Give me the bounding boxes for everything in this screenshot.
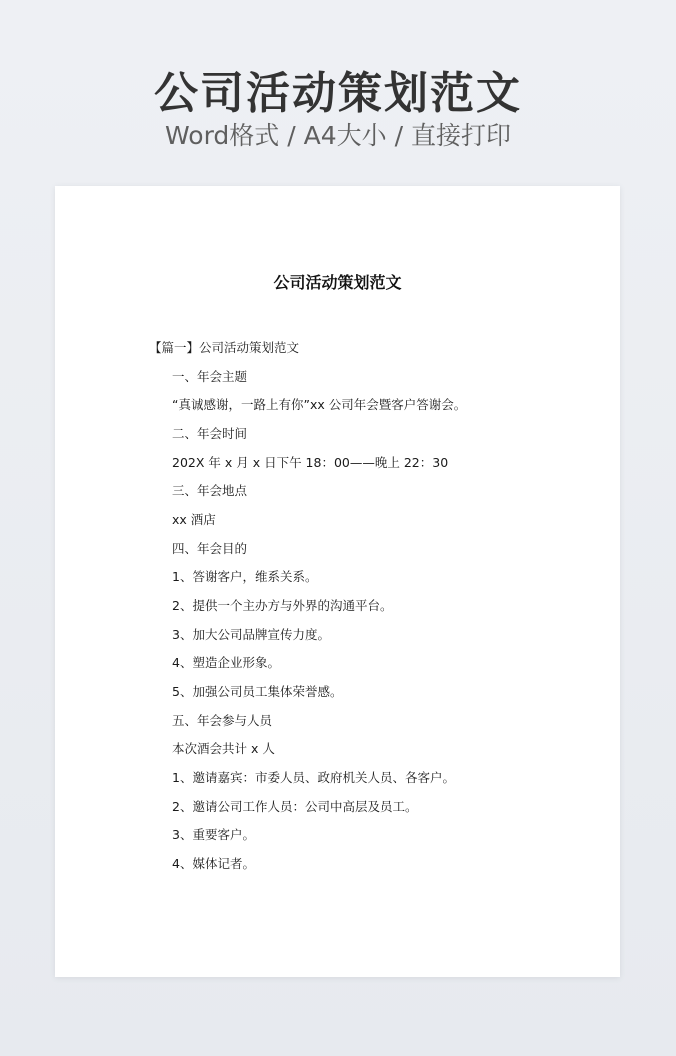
list-item: 2、提供一个主办方与外界的沟通平台。	[172, 598, 393, 613]
list-item: 4、媒体记者。	[172, 856, 255, 871]
paragraph: “真诚感谢，一路上有你”xx 公司年会暨客户答谢会。	[172, 397, 467, 412]
section-heading: 四、年会目的	[172, 541, 248, 556]
list-item: 1、答谢客户，维系关系。	[172, 569, 318, 584]
document-title: 公司活动策划范文	[273, 273, 402, 292]
section-heading: 五、年会参与人员	[172, 713, 273, 728]
document-page	[55, 186, 620, 977]
list-item: 5、加强公司员工集体荣誉感。	[172, 684, 343, 699]
list-item: 1、邀请嘉宾：市委人员、政府机关人员、各客户。	[172, 770, 455, 785]
list-item: 3、重要客户。	[172, 827, 255, 842]
banner-subtitle: Word格式 / A4大小 / 直接打印	[165, 121, 511, 150]
section-heading: 一、年会主题	[172, 369, 248, 384]
document-heading: 【篇一】公司活动策划范文	[149, 340, 300, 355]
list-item: 3、加大公司品牌宣传力度。	[172, 627, 330, 642]
section-heading: 三、年会地点	[172, 483, 248, 498]
list-item: 4、塑造企业形象。	[172, 655, 280, 670]
list-item: 2、邀请公司工作人员：公司中高层及员工。	[172, 799, 418, 814]
paragraph: xx 酒店	[172, 512, 216, 527]
paragraph: 本次酒会共计 x 人	[172, 741, 275, 756]
section-heading: 二、年会时间	[172, 426, 248, 441]
paragraph: 202X 年 x 月 x 日下午 18：00——晚上 22：30	[172, 455, 449, 470]
banner-title: 公司活动策划范文	[154, 68, 522, 119]
